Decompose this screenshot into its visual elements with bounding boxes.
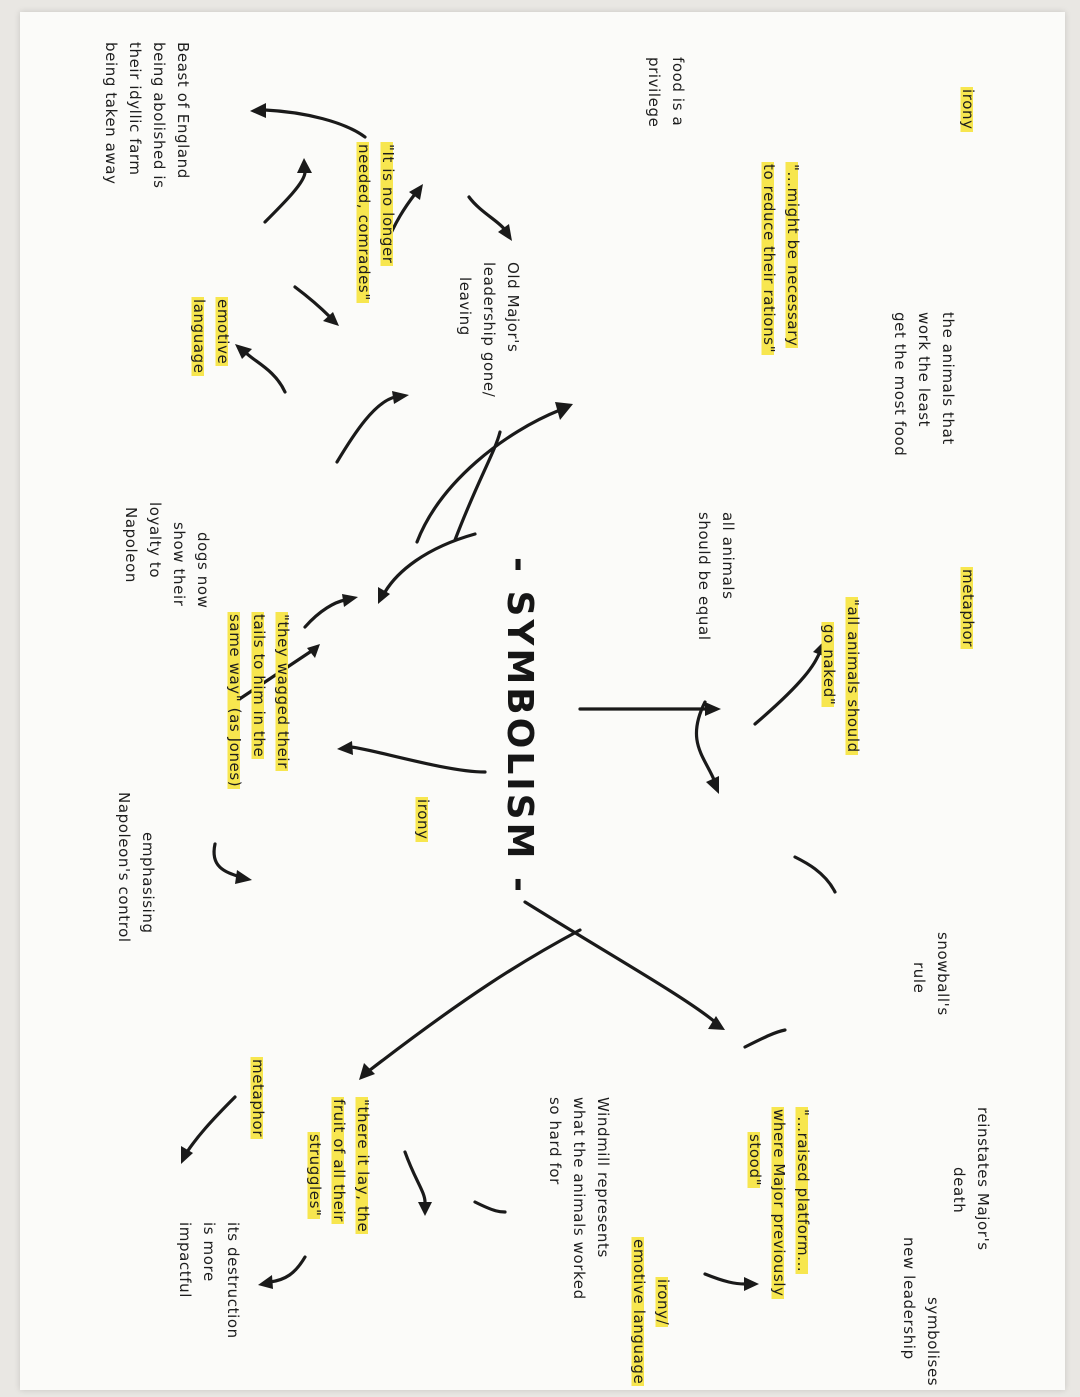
no-longer-needed-quote: "It is no longer needed, comrades" — [355, 144, 397, 301]
arrow-naked-to-snowball — [214, 844, 252, 884]
arrow-wagged-to-control — [795, 857, 835, 892]
paper-sheet — [20, 12, 1065, 1390]
animals-that-work-text: the animals that work the least get the most food — [891, 312, 957, 457]
metaphor-bottom-label: metaphor — [249, 1059, 267, 1138]
mind-map — [20, 12, 1065, 1390]
rations-quote: "...might be necessary to reduce their rations" — [760, 164, 802, 354]
fruit-struggles-quote: "there it lay, the fruit of all their struggles" — [306, 1099, 372, 1233]
arrow-fruit-to-metaphor — [745, 1030, 785, 1047]
emotive-language-left-text: emotive language — [190, 299, 232, 374]
arrow-no-longer-to-emotive — [295, 287, 339, 326]
central-title: - SYMBOLISM - — [499, 557, 540, 895]
metaphor-top-label: metaphor — [959, 569, 977, 648]
arrow-center-to-naked-quote — [378, 534, 475, 604]
arrow-center-to-old-major — [417, 402, 573, 542]
wagged-tails-quote: "they wagged their tails to him in the same way" (as Jones) — [226, 614, 292, 788]
arrow-center-to-rations — [455, 432, 500, 540]
food-privilege-text: food is a privilege — [645, 57, 687, 128]
beast-of-england-text: Beast of England being abolished is their idyllic farm being taken away — [102, 42, 192, 189]
arrow-fruit-to-windmill — [475, 1202, 505, 1212]
arrow-platform-to-reinstates — [181, 1097, 235, 1164]
snowballs-rule-text: snowball's rule — [910, 932, 952, 1016]
arrow-naked-to-equal — [305, 594, 358, 627]
arrow-rations-to-work — [235, 344, 285, 392]
irony-emotive-right-text: irony/ emotive language — [630, 1239, 672, 1385]
arrow-center-to-metaphor — [525, 902, 725, 1030]
reinstates-death-text: reinstates Major's death — [950, 1107, 992, 1251]
raised-platform-quote: "...raised platform... where Major previously stood" — [746, 1109, 812, 1297]
symbolises-leadership-text: symbolises new leadership — [900, 1237, 942, 1387]
old-major-leadership-text: Old Major's leadership gone/ leaving — [456, 262, 522, 398]
all-animals-naked-quote: "all animals should go naked" — [820, 599, 862, 753]
arrow-wagged-to-irony — [696, 702, 719, 794]
arrow-wagged-to-dogs — [755, 640, 826, 724]
destruction-impactful-text: its destruction is more impactful — [176, 1222, 242, 1339]
dogs-loyalty-text: dogs now show their loyalty to Napoleon — [122, 502, 212, 609]
irony-top-left-label: irony — [959, 89, 977, 130]
arrow-platform-to-irony-emotive — [405, 1152, 432, 1216]
arrow-center-to-fruit-quote — [359, 930, 580, 1080]
arrow-platform-to-symbolises — [258, 1257, 305, 1289]
arrow-old-major-to-rations — [337, 391, 409, 462]
arrow-rations-to-irony — [265, 158, 312, 222]
arrow-old-major-to-no-longer — [469, 197, 512, 241]
arrow-center-to-platform — [337, 741, 485, 772]
irony-middle-label: irony — [414, 799, 432, 840]
arrow-no-longer-to-beast — [250, 103, 365, 137]
windmill-represents-text: Windmill represents what the animals worked so hard for — [546, 1097, 612, 1300]
emphasising-control-text: emphasising Napoleon's control — [115, 792, 157, 943]
all-animals-equal-text: all animals should be equal — [695, 512, 737, 641]
